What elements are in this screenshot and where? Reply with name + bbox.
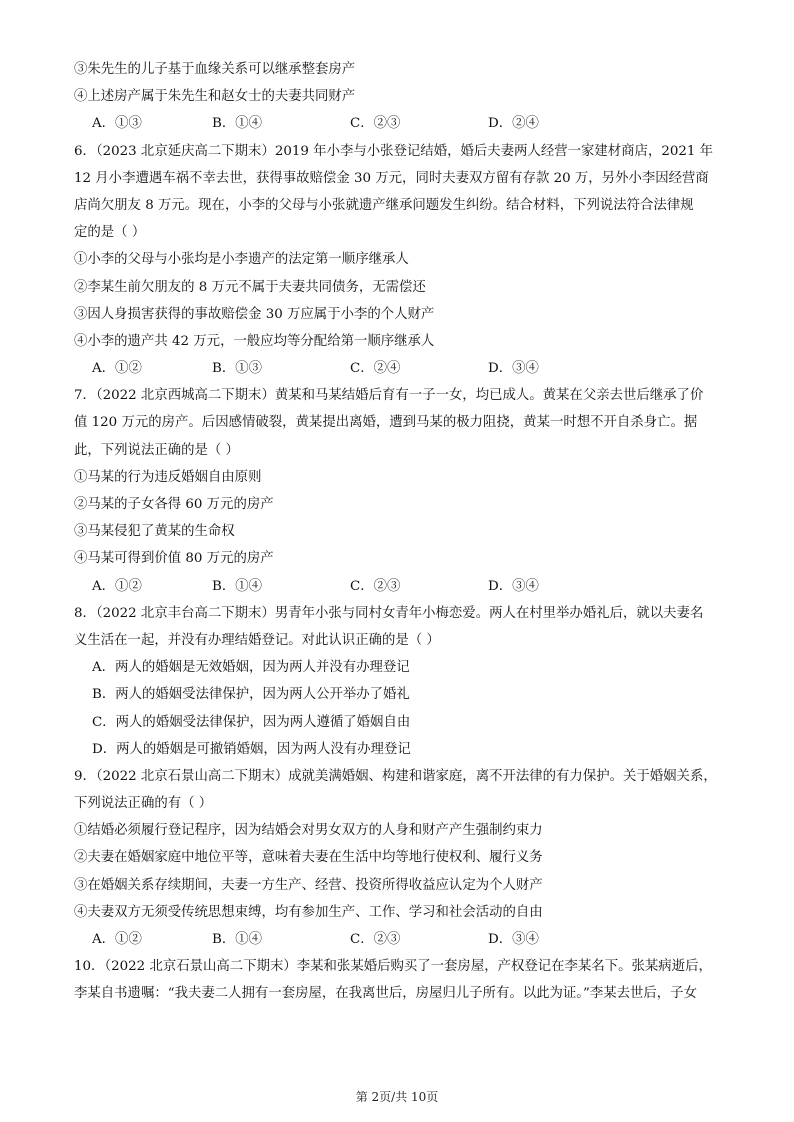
text-line: 12 月小李遭遇车祸不幸去世，获得事故赔偿金 30 万元，同时夫妻双方留有存款 20 万，另外小李因经营商: [74, 170, 709, 186]
option-b: B．①④: [212, 932, 263, 947]
text-line: ③在婚姻关系存续期间，夫妻一方生产、经营、投资所得收益应认定为个人财产: [74, 877, 543, 893]
text-line: ②马某的子女各得 60 万元的房产: [74, 497, 274, 512]
text-line: 值 120 万元的房产。后因感情破裂，黄某提出离婚，遭到马某的极力阻挠，黄某一时想不开自杀身亡。据: [74, 415, 698, 431]
text-line: 定的是（ ）: [74, 225, 146, 241]
text-line: ②夫妻在婚姻家庭中地位平等，意味着夫妻在生活中均等地行使权利、履行义务: [74, 850, 543, 866]
text-line: ③朱先生的儿子基于血缘关系可以继承整套房产: [74, 62, 356, 77]
text-line: 9．（2022 北京石景山高二下期末）成就美满婚姻、构建和谐家庭，离不开法律的有力保护。关于婚姻关系，: [74, 768, 717, 784]
option-b: B．①④: [212, 578, 263, 594]
answer-options: [74, 573, 724, 600]
option-a: A．①③: [92, 116, 142, 132]
text-line: 7．（2022 北京西城高二下期末）黄某和马某结婚后育有一子一女，均已成人。黄某在父亲去世后继承了价: [74, 388, 704, 404]
answer-options: [74, 926, 724, 953]
option-a: A．①②: [92, 932, 142, 947]
text-line: ③因人身损害获得的事故赔偿金 30 万应属于小李的个人财产: [74, 306, 435, 322]
text-line: ④小李的遗产共 42 万元，一般应均等分配给第一顺序继承人: [74, 333, 435, 349]
option-b: B．①③: [212, 361, 263, 377]
choice-line: A．两人的婚姻是无效婚姻，因为两人并没有办理登记: [92, 660, 410, 676]
option-a: A．①②: [92, 578, 142, 594]
option-c: C．②③: [350, 116, 401, 132]
page-footer: 第 2页/共 10页: [355, 1090, 439, 1104]
option-c: C．②④: [350, 361, 401, 377]
option-c: C．②③: [350, 932, 401, 947]
answer-options: [74, 110, 724, 137]
option-b: B．①④: [212, 116, 263, 132]
text-line: 此，下列说法正确的是（ ）: [74, 442, 239, 458]
text-line: ④上述房产属于朱先生和赵女士的夫妻共同财产: [74, 89, 356, 105]
text-line: ④夫妻双方无须受传统思想束缚，均有参加生产、工作、学习和社会活动的自由: [74, 904, 543, 920]
choice-line: D．两人的婚姻是可撤销婚姻，因为两人没有办理登记: [92, 741, 411, 757]
text-line: 8．（2022 北京丰台高二下期末）男青年小张与同村女青年小梅恋爱。两人在村里举办婚礼后，就以夫妻名: [74, 605, 704, 621]
option-d: D．③④: [488, 578, 539, 594]
option-c: C．②③: [350, 578, 401, 594]
text-line: 10．（2022 北京石景山高二下期末）李某和张某婚后购买了一套房屋，产权登记在李某名下。张某病逝后，: [74, 959, 712, 975]
text-line: 6．（2023 北京延庆高二下期末）2019 年小李与小张登记结婚，婚后夫妻两人经营一家建材商店，2021 年: [74, 143, 714, 159]
choice-line: B．两人的婚姻受法律保护，因为两人公开举办了婚礼: [92, 687, 410, 703]
text-line: ③马某侵犯了黄某的生命权: [74, 524, 235, 540]
option-d: D．③④: [488, 932, 539, 947]
text-line: 义生活在一起，并没有办理结婚登记。对此认识正确的是（ ）: [74, 632, 440, 648]
text-line: ①结婚必须履行登记程序，因为结婚会对男女双方的人身和财产产生强制约束力: [74, 823, 543, 839]
option-d: D．③④: [488, 361, 539, 377]
option-a: A．①②: [92, 361, 142, 377]
document-body: [74, 56, 724, 1008]
text-line: ④马某可得到价值 80 万元的房产: [74, 551, 274, 567]
text-line: ②李某生前欠朋友的 8 万元不属于夫妻共同债务，无需偿还: [74, 279, 426, 295]
choice-line: C．两人的婚姻受法律保护，因为两人遵循了婚姻自由: [92, 714, 411, 730]
text-line: ①马某的行为违反婚姻自由原则: [74, 469, 262, 485]
text-line: 店尚欠朋友 8 万元。现在，小李的父母与小张就遗产继承问题发生纠纷。结合材料，下列说法符合法律规: [74, 197, 694, 213]
answer-options: [74, 355, 724, 382]
text-line: 李某自书遗嘱：“我夫妻二人拥有一套房屋，在我离世后，房屋归儿子所有。以此为证。”李某去世后，子女: [74, 986, 697, 1002]
text-line: ①小李的父母与小张均是小李遗产的法定第一顺序继承人: [74, 252, 409, 268]
option-d: D．②④: [488, 116, 539, 132]
text-line: 下列说法正确的有（ ）: [74, 796, 213, 812]
